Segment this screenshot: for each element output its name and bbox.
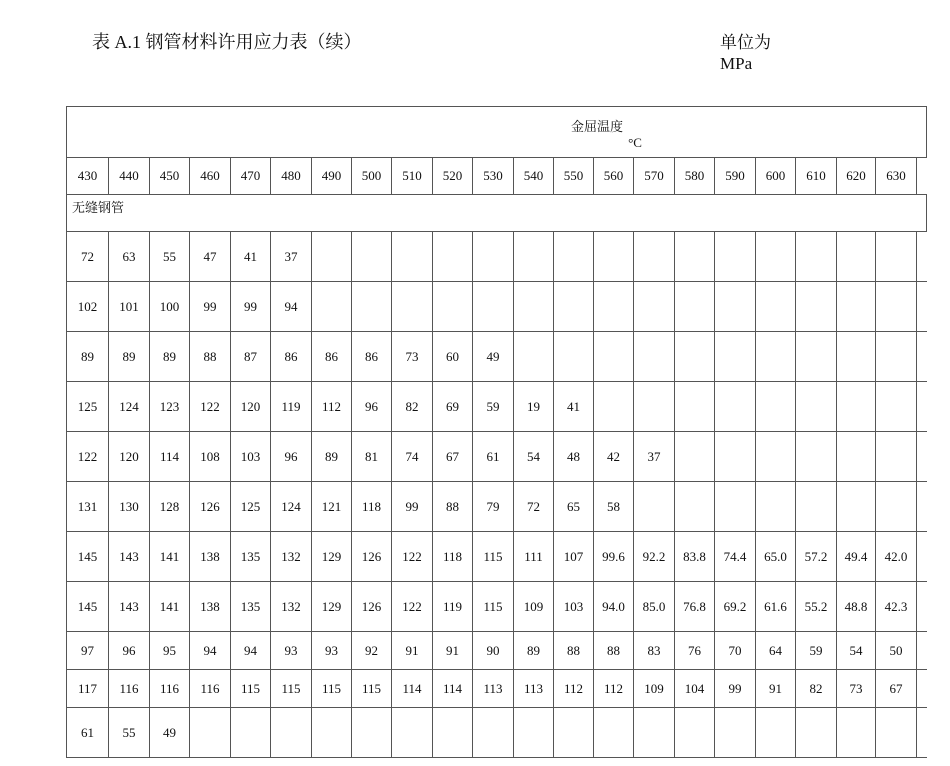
table-cell (352, 282, 392, 332)
table-row (67, 482, 927, 532)
table-cell (756, 382, 796, 432)
table-cell: 114 (392, 670, 433, 708)
table-cell (312, 282, 352, 332)
table-cell: 83 (634, 632, 675, 670)
table-cell: 112 (312, 382, 352, 432)
table-cell (554, 232, 594, 282)
table-cell: 121 (312, 482, 352, 532)
table-cell: 112 (594, 670, 634, 708)
table-cell (756, 708, 796, 758)
table-cell: 119 (271, 382, 312, 432)
table-cell (675, 232, 715, 282)
table-cell: 42.3 (876, 582, 917, 632)
edge-cell (917, 582, 927, 632)
table-cell: 114 (150, 432, 190, 482)
table-cell: 138 (190, 532, 231, 582)
table-cell: 89 (312, 432, 352, 482)
table-cell (514, 232, 554, 282)
table-cell: 129 (312, 582, 352, 632)
table-cell (756, 482, 796, 532)
table-cell: 96 (271, 432, 312, 482)
temperature-cell: 430 (67, 158, 109, 195)
table-cell: 97 (67, 632, 109, 670)
table-cell (514, 332, 554, 382)
table-cell: 67 (433, 432, 473, 482)
table-cell: 48.8 (837, 582, 876, 632)
table-cell: 96 (352, 382, 392, 432)
table-cell: 94 (271, 282, 312, 332)
table-cell (876, 232, 917, 282)
table-cell: 61.6 (756, 582, 796, 632)
table-cell: 89 (109, 332, 150, 382)
table-cell: 54 (837, 632, 876, 670)
temperature-header-label: 金屈温度 (570, 119, 623, 134)
table-cell: 112 (554, 670, 594, 708)
table-cell (715, 708, 756, 758)
table-cell: 126 (352, 532, 392, 582)
table-cell (392, 232, 433, 282)
table-cell (634, 282, 675, 332)
table-cell: 92.2 (634, 532, 675, 582)
table-cell: 19 (514, 382, 554, 432)
temperature-cell: 580 (675, 158, 715, 195)
table-cell: 116 (190, 670, 231, 708)
table-cell: 101 (109, 282, 150, 332)
temperature-cell: 490 (312, 158, 352, 195)
table-cell: 118 (352, 482, 392, 532)
table-cell (715, 382, 756, 432)
table-cell: 49 (473, 332, 514, 382)
table-cell: 79 (473, 482, 514, 532)
table-cell: 119 (433, 582, 473, 632)
table-cell: 115 (231, 670, 271, 708)
temperature-cell: 470 (231, 158, 271, 195)
table-cell: 42.0 (876, 532, 917, 582)
table-cell: 91 (756, 670, 796, 708)
table-cell: 111 (514, 532, 554, 582)
table-cell: 82 (796, 670, 837, 708)
table-cell: 65.0 (756, 532, 796, 582)
table-cell: 63 (109, 232, 150, 282)
table-cell: 118 (433, 532, 473, 582)
table-cell: 59 (796, 632, 837, 670)
table-cell: 88 (554, 632, 594, 670)
table-cell (675, 708, 715, 758)
table-cell: 123 (150, 382, 190, 432)
unit-label: 单位为 (720, 33, 771, 52)
table-cell: 57.2 (796, 532, 837, 582)
edge-cell (917, 532, 927, 582)
edge-cell (917, 670, 927, 708)
table-cell (876, 482, 917, 532)
table-cell: 49.4 (837, 532, 876, 582)
table-cell (473, 282, 514, 332)
table-cell: 126 (190, 482, 231, 532)
table-cell (796, 282, 837, 332)
table-cell: 115 (271, 670, 312, 708)
table-cell: 120 (231, 382, 271, 432)
table-cell: 122 (392, 532, 433, 582)
table-cell (634, 708, 675, 758)
temperature-cell: 480 (271, 158, 312, 195)
table-cell: 89 (150, 332, 190, 382)
table-cell: 58 (594, 482, 634, 532)
table-cell (514, 282, 554, 332)
table-cell: 86 (352, 332, 392, 382)
temperature-cell: 460 (190, 158, 231, 195)
table-row (67, 670, 927, 708)
table-cell (756, 232, 796, 282)
table-cell: 81 (352, 432, 392, 482)
table-cell (594, 382, 634, 432)
temperature-cell: 500 (352, 158, 392, 195)
table-cell: 60 (433, 332, 473, 382)
table-row (67, 332, 927, 382)
table-cell: 41 (231, 232, 271, 282)
section-label: 无缝钢管 (67, 195, 927, 232)
table-cell: 138 (190, 582, 231, 632)
table-cell (312, 708, 352, 758)
table-cell: 108 (190, 432, 231, 482)
temperature-cell: 550 (554, 158, 594, 195)
table-cell (634, 482, 675, 532)
table-cell (231, 708, 271, 758)
table-cell: 93 (271, 632, 312, 670)
edge-cell (917, 432, 927, 482)
table-cell: 64 (756, 632, 796, 670)
table-cell: 94 (231, 632, 271, 670)
table-cell: 67 (876, 670, 917, 708)
table-cell: 141 (150, 532, 190, 582)
table-cell: 99 (231, 282, 271, 332)
table-cell: 86 (312, 332, 352, 382)
temperature-header-unit: °C (628, 135, 642, 150)
table-cell: 109 (514, 582, 554, 632)
table-cell (837, 482, 876, 532)
table-cell (715, 332, 756, 382)
table-cell (634, 382, 675, 432)
table-cell (876, 282, 917, 332)
table-cell: 104 (675, 670, 715, 708)
table-cell (876, 332, 917, 382)
table-cell: 103 (554, 582, 594, 632)
table-cell (675, 382, 715, 432)
table-cell (796, 382, 837, 432)
table-cell (190, 708, 231, 758)
temperature-row (67, 158, 927, 195)
table-cell (473, 232, 514, 282)
table-cell: 94 (190, 632, 231, 670)
table-cell: 141 (150, 582, 190, 632)
table-cell (594, 708, 634, 758)
table-cell: 72 (514, 482, 554, 532)
table-cell: 76 (675, 632, 715, 670)
table-cell: 122 (190, 382, 231, 432)
table-row (67, 532, 927, 582)
table-cell: 145 (67, 532, 109, 582)
table-cell: 70 (715, 632, 756, 670)
table-cell (594, 232, 634, 282)
temperature-cell: 600 (756, 158, 796, 195)
table-cell: 115 (352, 670, 392, 708)
table-cell: 37 (634, 432, 675, 482)
table-cell: 88 (594, 632, 634, 670)
table-cell (392, 708, 433, 758)
table-cell: 69.2 (715, 582, 756, 632)
table-cell: 69 (433, 382, 473, 432)
table-cell: 95 (150, 632, 190, 670)
table-cell (837, 332, 876, 382)
table-cell: 99 (392, 482, 433, 532)
table-cell: 115 (473, 532, 514, 582)
edge-cell (917, 232, 927, 282)
table-cell: 113 (514, 670, 554, 708)
table-cell: 92 (352, 632, 392, 670)
temperature-cell: 520 (433, 158, 473, 195)
table-cell: 115 (473, 582, 514, 632)
table-cell: 129 (312, 532, 352, 582)
table-cell: 74.4 (715, 532, 756, 582)
table-cell: 99.6 (594, 532, 634, 582)
table-cell (554, 708, 594, 758)
table-cell (675, 332, 715, 382)
table-cell: 135 (231, 582, 271, 632)
section-row (67, 195, 927, 232)
table-cell: 145 (67, 582, 109, 632)
table-cell (271, 708, 312, 758)
table-cell (715, 482, 756, 532)
table-cell: 89 (67, 332, 109, 382)
table-row (67, 282, 927, 332)
edge-cell (917, 482, 927, 532)
temperature-cell: 570 (634, 158, 675, 195)
table-cell (554, 282, 594, 332)
table-cell (473, 708, 514, 758)
table-cell: 131 (67, 482, 109, 532)
table-cell: 49 (150, 708, 190, 758)
temperature-cell: 450 (150, 158, 190, 195)
table-title: 表 A.1 钢管材料许用应力表（续） (92, 32, 362, 52)
table-cell (756, 282, 796, 332)
temperature-cell: 620 (837, 158, 876, 195)
table-cell (554, 332, 594, 382)
table-cell: 61 (473, 432, 514, 482)
table-cell: 74 (392, 432, 433, 482)
temperature-cell: 630 (876, 158, 917, 195)
table-row (67, 382, 927, 432)
table-cell: 99 (715, 670, 756, 708)
table-cell: 116 (150, 670, 190, 708)
table-cell: 73 (837, 670, 876, 708)
table-cell: 54 (514, 432, 554, 482)
table-cell: 73 (392, 332, 433, 382)
edge-cell (917, 332, 927, 382)
table-cell: 125 (231, 482, 271, 532)
table-cell: 132 (271, 582, 312, 632)
table-cell: 48 (554, 432, 594, 482)
edge-cell (917, 158, 927, 195)
table-cell (837, 232, 876, 282)
table-cell (675, 432, 715, 482)
table-cell: 47 (190, 232, 231, 282)
edge-cell (917, 708, 927, 758)
unit-note (720, 32, 800, 74)
table-cell (837, 282, 876, 332)
table-cell: 114 (433, 670, 473, 708)
table-cell: 37 (271, 232, 312, 282)
table-cell (392, 282, 433, 332)
table-cell: 55 (109, 708, 150, 758)
table-cell (837, 708, 876, 758)
table-cell: 135 (231, 532, 271, 582)
header-row (67, 107, 927, 158)
table-cell (312, 232, 352, 282)
table-cell: 122 (67, 432, 109, 482)
table-cell: 42 (594, 432, 634, 482)
table-cell: 88 (433, 482, 473, 532)
table-cell: 87 (231, 332, 271, 382)
table-cell: 107 (554, 532, 594, 582)
table-cell (796, 708, 837, 758)
table-cell: 126 (352, 582, 392, 632)
table-cell: 85.0 (634, 582, 675, 632)
table-cell (433, 708, 473, 758)
table-cell: 115 (312, 670, 352, 708)
table-cell: 124 (109, 382, 150, 432)
table-cell: 117 (67, 670, 109, 708)
allowable-stress-table (66, 106, 927, 758)
table-cell: 130 (109, 482, 150, 532)
table-cell (433, 282, 473, 332)
table-cell: 86 (271, 332, 312, 382)
table-cell (352, 708, 392, 758)
table-cell: 100 (150, 282, 190, 332)
table-cell: 55.2 (796, 582, 837, 632)
table-cell (594, 332, 634, 382)
temperature-cell: 590 (715, 158, 756, 195)
table-cell (876, 432, 917, 482)
table-cell (756, 332, 796, 382)
table-cell (756, 432, 796, 482)
unit-value: MPa (720, 54, 753, 73)
table-cell: 41 (554, 382, 594, 432)
table-cell (433, 232, 473, 282)
table-row (67, 632, 927, 670)
table-cell: 120 (109, 432, 150, 482)
table-cell: 122 (392, 582, 433, 632)
table-cell (634, 332, 675, 382)
temperature-cell: 440 (109, 158, 150, 195)
table-cell: 94.0 (594, 582, 634, 632)
table-cell: 50 (876, 632, 917, 670)
table-cell: 125 (67, 382, 109, 432)
table-cell: 93 (312, 632, 352, 670)
temperature-cell: 530 (473, 158, 514, 195)
table-cell (715, 232, 756, 282)
table-cell: 91 (392, 632, 433, 670)
table-cell (796, 432, 837, 482)
table-cell: 83.8 (675, 532, 715, 582)
table-cell (594, 282, 634, 332)
table-cell (352, 232, 392, 282)
table-cell: 65 (554, 482, 594, 532)
table-cell (675, 482, 715, 532)
table-cell (796, 232, 837, 282)
table-cell: 102 (67, 282, 109, 332)
table-cell (715, 282, 756, 332)
table-cell: 113 (473, 670, 514, 708)
temperature-header-cell (67, 107, 927, 158)
temperature-cell: 540 (514, 158, 554, 195)
table-cell: 59 (473, 382, 514, 432)
edge-cell (917, 382, 927, 432)
table-cell (514, 708, 554, 758)
table-cell (796, 482, 837, 532)
table-cell (675, 282, 715, 332)
table-cell: 90 (473, 632, 514, 670)
table-cell: 91 (433, 632, 473, 670)
table-cell: 109 (634, 670, 675, 708)
table-cell: 99 (190, 282, 231, 332)
table-cell (837, 432, 876, 482)
table-cell: 132 (271, 532, 312, 582)
table-cell: 143 (109, 582, 150, 632)
temperature-cell: 560 (594, 158, 634, 195)
table-cell: 82 (392, 382, 433, 432)
temperature-cell: 510 (392, 158, 433, 195)
table-row (67, 432, 927, 482)
table-cell: 128 (150, 482, 190, 532)
table-cell: 61 (67, 708, 109, 758)
table-cell: 76.8 (675, 582, 715, 632)
table-cell: 116 (109, 670, 150, 708)
table-row (67, 708, 927, 758)
table-cell (837, 382, 876, 432)
table-cell (876, 708, 917, 758)
table-cell (715, 432, 756, 482)
table-cell: 72 (67, 232, 109, 282)
table-row (67, 232, 927, 282)
table-row (67, 582, 927, 632)
table-cell: 89 (514, 632, 554, 670)
table-cell: 143 (109, 532, 150, 582)
edge-cell (917, 632, 927, 670)
table-cell (876, 382, 917, 432)
table-cell (634, 232, 675, 282)
table-cell: 96 (109, 632, 150, 670)
table-cell: 124 (271, 482, 312, 532)
table-cell (796, 332, 837, 382)
table-cell: 88 (190, 332, 231, 382)
edge-cell (917, 282, 927, 332)
table-cell: 103 (231, 432, 271, 482)
table-cell: 55 (150, 232, 190, 282)
temperature-cell: 610 (796, 158, 837, 195)
